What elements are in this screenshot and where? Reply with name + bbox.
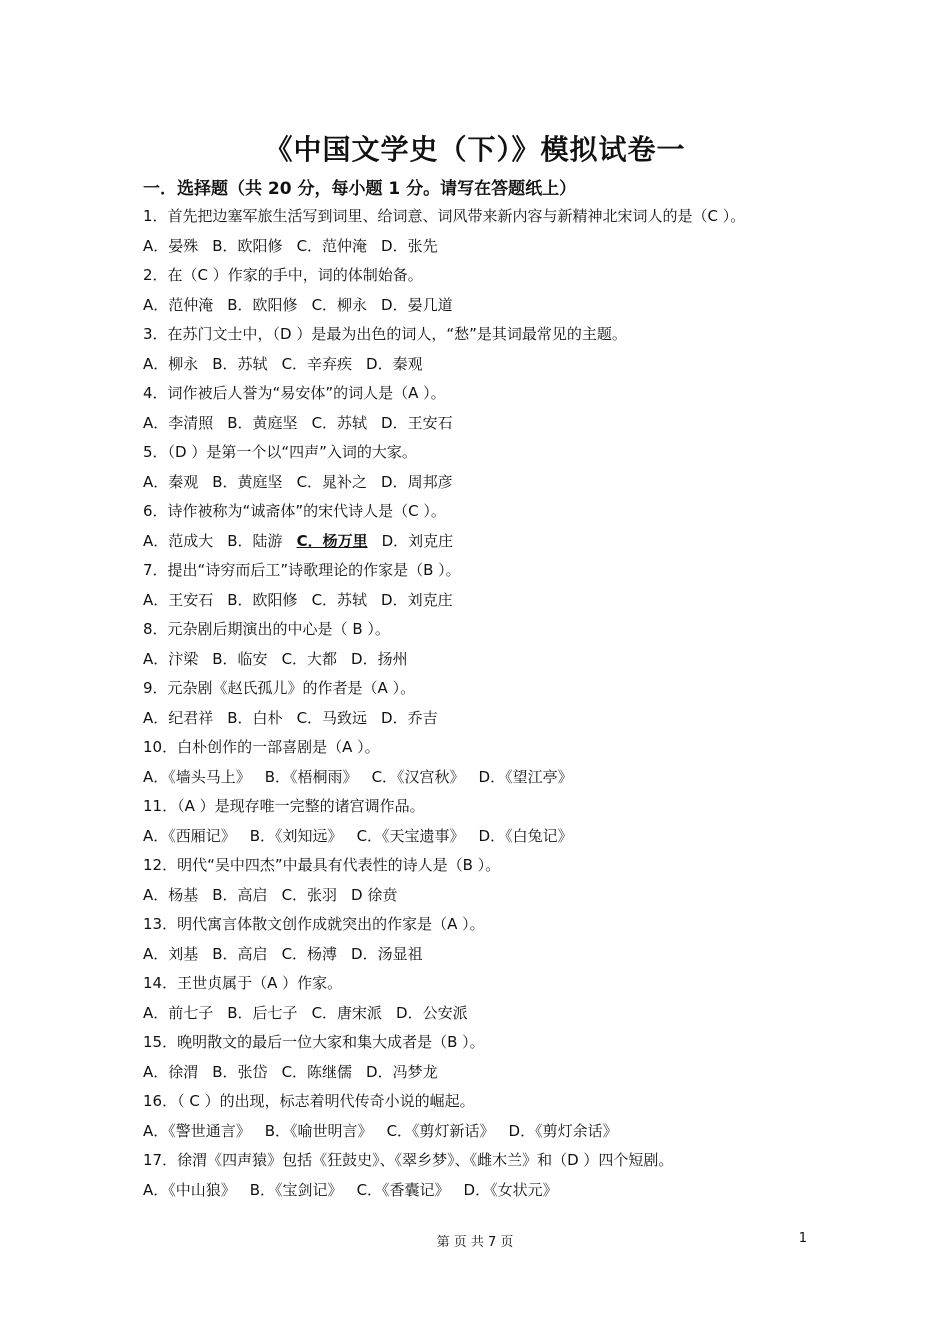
question-options — [143, 940, 823, 970]
option: C．苏轼 — [311, 413, 368, 432]
option: B．陆游 — [227, 531, 283, 550]
question-options — [143, 350, 823, 380]
question-text: 13．明代寓言体散文创作成就突出的作家是（A ）。 — [143, 915, 485, 933]
option: D．《女状元》 — [463, 1180, 558, 1199]
option: D．冯梦龙 — [366, 1062, 438, 1081]
question-text: 6．诗作被称为“诚斋体”的宋代诗人是（C ）。 — [143, 502, 446, 520]
question-text: 11．（A ）是现存唯一完整的诸宫调作品。 — [143, 797, 425, 815]
option: A．王安石 — [143, 590, 214, 609]
question-text: 14．王世贞属于（A ）作家。 — [143, 974, 343, 992]
option: C．马致远 — [296, 708, 368, 727]
option: C．大都 — [281, 649, 338, 668]
question-list — [143, 202, 823, 1205]
question-options — [143, 409, 823, 439]
option: A．《西厢记》 — [143, 826, 236, 845]
option: C．《香囊记》 — [356, 1180, 450, 1199]
option: A．李清照 — [143, 413, 214, 432]
option: C．杨溥 — [281, 944, 338, 963]
option: D．王安石 — [381, 413, 453, 432]
question-text: 17．徐渭《四声猿》包括《狂鼓史》、《翠乡梦》、《雌木兰》和（D ）四个短剧。 — [143, 1151, 674, 1169]
question-options — [143, 1176, 823, 1206]
question-text: 2．在（C ）作家的手中，词的体制始备。 — [143, 266, 423, 284]
option: B．白朴 — [227, 708, 283, 727]
option: D．公安派 — [396, 1003, 468, 1022]
question-options — [143, 645, 823, 675]
option: B．《宝剑记》 — [249, 1180, 343, 1199]
option: D．《剪灯余话》 — [508, 1121, 618, 1140]
option: A．《墙头马上》 — [143, 767, 251, 786]
option: A．范成大 — [143, 531, 214, 550]
option: A．《警世通言》 — [143, 1121, 251, 1140]
option: B．临安 — [212, 649, 268, 668]
question-options — [143, 999, 823, 1029]
question-text: 15．晚明散文的最后一位大家和集大成者是（B ）。 — [143, 1033, 485, 1051]
option: B．欧阳修 — [227, 590, 298, 609]
option: D．汤显祖 — [351, 944, 423, 963]
option: C．辛弃疾 — [281, 354, 353, 373]
question-options — [143, 704, 823, 734]
question-options — [143, 881, 823, 911]
option: A．汴梁 — [143, 649, 199, 668]
question-text: 16．（ C ）的出现，标志着明代传奇小说的崛起。 — [143, 1092, 475, 1110]
option: B．《喻世明言》 — [264, 1121, 373, 1140]
option: B．黄庭坚 — [227, 413, 298, 432]
question-options — [143, 468, 823, 498]
question-text: 12．明代“吴中四杰”中最具有代表性的诗人是（B ）。 — [143, 856, 501, 874]
option: A．晏殊 — [143, 236, 199, 255]
option: B．后七子 — [227, 1003, 298, 1022]
question-text: 1．首先把边塞军旅生活写到词里、给词意、词风带来新内容与新精神北宋词人的是（C ）。 — [143, 207, 746, 225]
option: D．乔吉 — [381, 708, 438, 727]
question-options — [143, 822, 823, 852]
option: B．高启 — [212, 944, 268, 963]
question-text: 10．白朴创作的一部喜剧是（A ）。 — [143, 738, 380, 756]
option: A．杨基 — [143, 885, 199, 904]
option: A．柳永 — [143, 354, 199, 373]
option: B．《刘知远》 — [249, 826, 343, 845]
option: C．柳永 — [311, 295, 368, 314]
option-highlighted: C．杨万里 — [296, 531, 368, 550]
option: C．范仲淹 — [296, 236, 368, 255]
option: D．《望江亭》 — [478, 767, 573, 786]
option: A．刘基 — [143, 944, 199, 963]
question-options — [143, 1058, 823, 1088]
option: B．黄庭坚 — [212, 472, 283, 491]
page-footer: 第 页 共 7 页 — [436, 1235, 514, 1250]
option: C．《汉宫秋》 — [371, 767, 465, 786]
option: A．纪君祥 — [143, 708, 214, 727]
question-options — [143, 1117, 823, 1147]
question-text: 5．（D ）是第一个以“四声”入词的大家。 — [143, 443, 417, 461]
option: D．张先 — [381, 236, 438, 255]
option: C．晁补之 — [296, 472, 368, 491]
section-heading: 一．选择题（共 20 分，每小题 1 分。请写在答题纸上） — [143, 179, 577, 199]
question-options — [143, 527, 823, 557]
question-options — [143, 763, 823, 793]
option: D．刘克庄 — [381, 590, 453, 609]
option: A．徐渭 — [143, 1062, 199, 1081]
option: C．苏轼 — [311, 590, 368, 609]
option: C．张羽 — [281, 885, 338, 904]
page-number: 1 — [798, 1231, 807, 1246]
option: C．陈继儒 — [281, 1062, 353, 1081]
question-options — [143, 586, 823, 616]
question-options — [143, 232, 823, 262]
question-options — [143, 291, 823, 321]
option: B．高启 — [212, 885, 268, 904]
option: A．秦观 — [143, 472, 199, 491]
option: A．《中山狼》 — [143, 1180, 236, 1199]
question-text: 7．提出“诗穷而后工”诗歌理论的作家是（B ）。 — [143, 561, 461, 579]
option: C．唐宋派 — [311, 1003, 383, 1022]
option: B．《梧桐雨》 — [264, 767, 358, 786]
option: D．晏几道 — [381, 295, 453, 314]
question-text: 4．词作被后人誉为“易安体”的词人是（A ）。 — [143, 384, 446, 402]
option: C．《天宝遗事》 — [356, 826, 465, 845]
question-text: 8．元杂剧后期演出的中心是（ B ）。 — [143, 620, 390, 638]
exam-title: 《中国文学史（下）》模拟试卷一 — [264, 133, 686, 166]
option: A．前七子 — [143, 1003, 214, 1022]
option: B．张岱 — [212, 1062, 268, 1081]
option: A．范仲淹 — [143, 295, 214, 314]
question-text: 9．元杂剧《赵氏孤儿》的作者是（A ）。 — [143, 679, 416, 697]
option: D．秦观 — [366, 354, 423, 373]
option: D．刘克庄 — [381, 531, 454, 550]
option: D．《白兔记》 — [478, 826, 573, 845]
option: B．苏轼 — [212, 354, 268, 373]
question-text: 3．在苏门文士中，（D ）是最为出色的词人，“愁”是其词最常见的主题。 — [143, 325, 627, 343]
option: B．欧阳修 — [212, 236, 283, 255]
option: B．欧阳修 — [227, 295, 298, 314]
option: D．周邦彦 — [381, 472, 453, 491]
option: D．扬州 — [351, 649, 408, 668]
option: C．《剪灯新话》 — [386, 1121, 495, 1140]
option: D 徐贲 — [351, 885, 398, 904]
